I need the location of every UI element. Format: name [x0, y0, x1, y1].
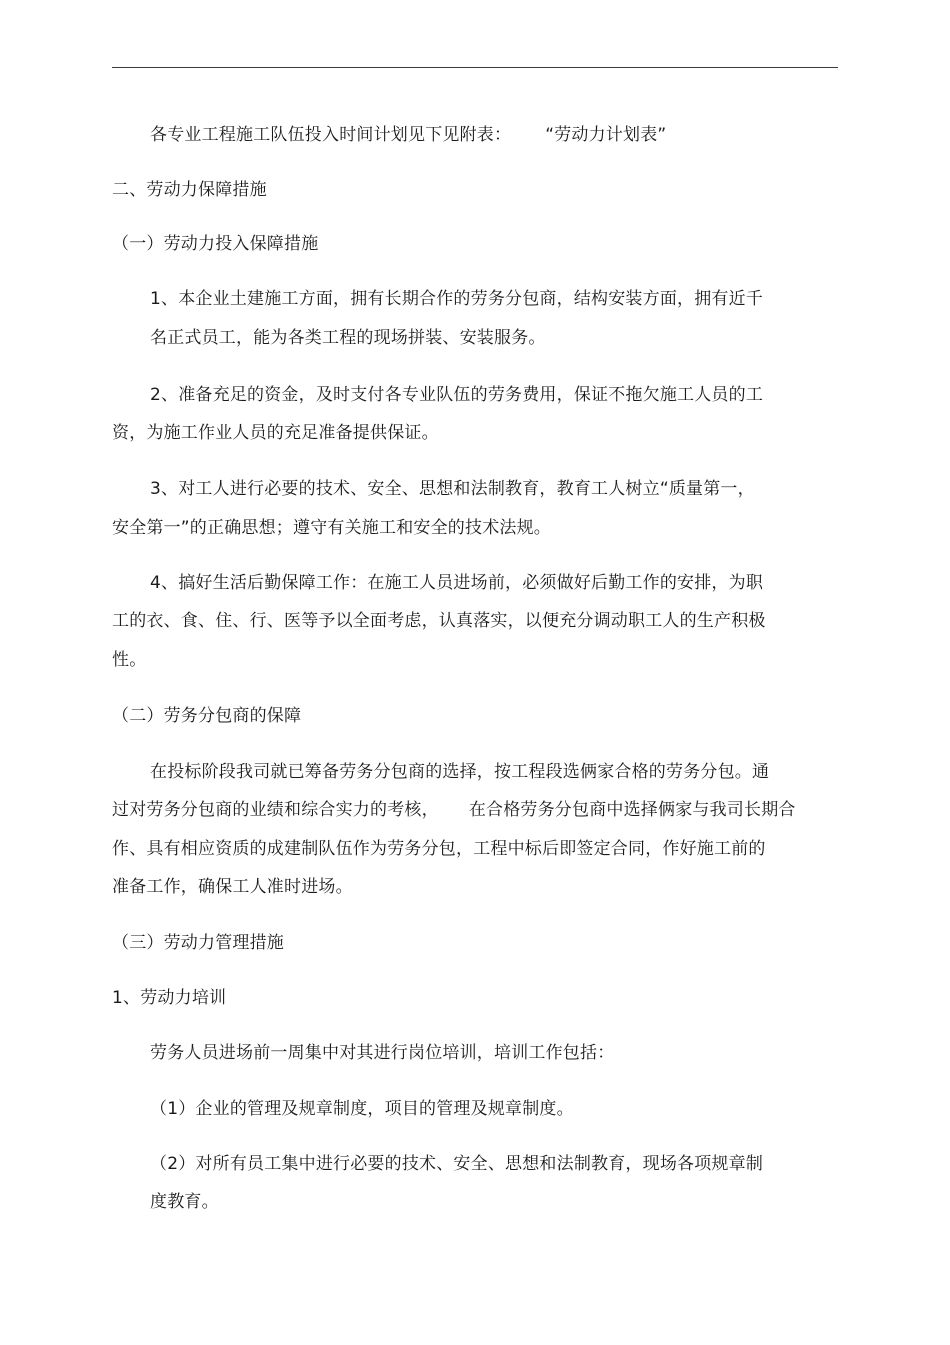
item-4-line-2: 工的衣、食、住、行、医等予以全面考虑，认真落实，以便充分调动职工人的生产积极 — [112, 611, 766, 631]
training-heading: 1、劳动力培训 — [112, 988, 227, 1008]
subsection-2-line-1: 在投标阶段我司就已筹备劳务分包商的选择，按工程段选俩家合格的劳务分包。通 — [150, 762, 770, 782]
subsection-3-heading: （三）劳动力管理措施 — [112, 933, 284, 953]
intro-text: 各专业工程施工队伍投入时间计划见下见附表： — [150, 125, 512, 145]
training-item-1: （1）企业的管理及规章制度，项目的管理及规章制度。 — [150, 1099, 574, 1119]
training-intro: 劳务人员进场前一周集中对其进行岗位培训，培训工作包括： — [150, 1043, 615, 1063]
item-2-line-1: 2、准备充足的资金，及时支付各专业队伍的劳务费用，保证不拖欠施工人员的工 — [150, 385, 764, 405]
item-3-line-2: 安全第一”的正确思想；遵守有关施工和安全的技术法规。 — [112, 518, 552, 538]
subsection-1-heading: （一）劳动力投入保障措施 — [112, 234, 319, 254]
subsection-2-heading: （二）劳务分包商的保障 — [112, 706, 302, 726]
training-item-2-line-1: （2）对所有员工集中进行必要的技术、安全、思想和法制教育，现场各项规章制 — [150, 1154, 764, 1174]
subsection-2-line-2 — [112, 791, 796, 829]
table-reference: “劳动力计划表” — [545, 125, 667, 145]
subsection-2-line-3: 作、具有相应资质的成建制队伍作为劳务分包，工程中标后即签定合同，作好施工前的 — [112, 839, 766, 859]
training-item-2-line-2: 度教育。 — [150, 1192, 219, 1212]
item-4-line-1: 4、搞好生活后勤保障工作：在施工人员进场前，必须做好后勤工作的安排，为职 — [150, 573, 764, 593]
intro-paragraph — [150, 116, 666, 154]
header-rule — [112, 67, 838, 68]
subsection-2-line-2b: 在合格劳务分包商中选择俩家与我司长期合 — [468, 800, 796, 820]
section-2-heading: 二、劳动力保障措施 — [112, 180, 267, 200]
subsection-2-line-4: 准备工作，确保工人准时进场。 — [112, 877, 353, 897]
subsection-2-line-2a: 过对劳务分包商的业绩和综合实力的考核， — [112, 800, 439, 820]
item-1-line-1: 1、本企业土建施工方面，拥有长期合作的劳务分包商，结构安装方面，拥有近千 — [150, 289, 764, 309]
item-1-line-2: 名正式员工，能为各类工程的现场拼装、安装服务。 — [150, 328, 546, 348]
item-2-line-2: 资，为施工作业人员的充足准备提供保证。 — [112, 423, 439, 443]
item-3-line-1: 3、对工人进行必要的技术、安全、思想和法制教育，教育工人树立“质量第一， — [150, 479, 755, 499]
item-4-line-3: 性。 — [112, 650, 147, 670]
